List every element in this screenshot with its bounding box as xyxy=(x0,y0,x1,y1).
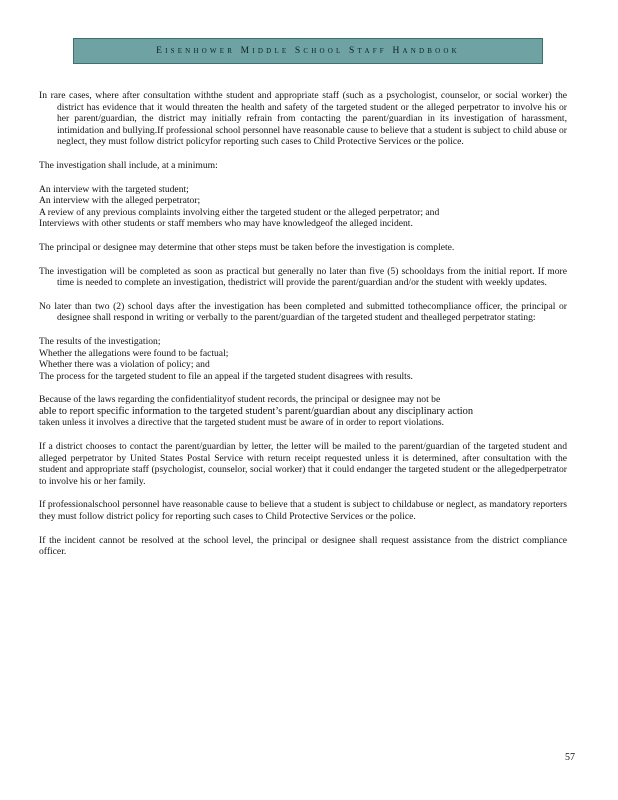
confidentiality-line: Because of the laws regarding the confidentialityof student records, the principal or designee may not be xyxy=(39,394,441,406)
paragraph-parent-contact-exception: In rare cases, where after consultation withthe student and appropriate staff (such as a psychologist, counselor, or social worker) the district has evidence that it would threaten the health and safety of the targeted student or the alleged perpetrator to involve his or her parent/guardian, the district may initially refrain from contacting the parent/guardian in its investigation of harassment, intimidation and bullying.If professional school personnel have reasonable cause to believe that a student is subject to child abuse or neglect, they must follow district policyfor reporting such cases to Child Protective Services or the police. xyxy=(39,90,567,148)
list-item: The results of the investigation; xyxy=(39,335,161,347)
list-item: Whether the allegations were found to be factual; xyxy=(39,347,229,359)
paragraph-confidentiality xyxy=(39,394,567,429)
paragraph-investigation-timeline: The investigation will be completed as soon as practical but generally no later than five (5) schooldays from the initial report. If more time is needed to complete an investigation, thedistrict will provide the parent/guardian and/or the student with weekly updates. xyxy=(39,265,567,289)
list-item: An interview with the alleged perpetrator; xyxy=(39,195,201,207)
handbook-header-bar xyxy=(73,38,543,64)
confidentiality-line: taken unless it involves a directive that the targeted student must be aware of in order to report violations. xyxy=(39,417,445,429)
list-item: The process for the targeted student to file an appeal if the targeted student disagrees with results. xyxy=(39,370,413,382)
list-item: A review of any previous complaints involving either the targeted student or the alleged perpetrator; and xyxy=(39,206,440,218)
paragraph-response-deadline: No later than two (2) school days after the investigation has been completed and submitted tothecompliance officer, the principal or designee shall respond in writing or verbally to the parent/guardian of the targeted student and thealleged perpetrator stating: xyxy=(39,300,567,324)
page-number: 57 xyxy=(565,752,575,763)
list-item: Whether there was a violation of policy; and xyxy=(39,359,210,371)
paragraph-investigation-intro: The investigation shall include, at a minimum: xyxy=(39,159,218,171)
paragraph-compliance-officer: If the incident cannot be resolved at the school level, the principal or designee shall request assistance from the district compliance officer. xyxy=(39,534,567,558)
paragraph-letter-contact: If a district chooses to contact the parent/guardian by letter, the letter will be mailed to the parent/guardian of the targeted student and alleged perpetrator by United States Postal Service with return receipt requested unless it is determined, after consultation with the student and appropriate staff (psychologist, counselor, social worker) that it could endanger the targeted student or the allegedperpetrator to involve his or her family. xyxy=(39,441,567,487)
handbook-title: Eisenhower Middle School Staff Handbook xyxy=(156,46,460,56)
confidentiality-line: able to report specific information to the targeted student’s parent/guardian about any disciplinary action xyxy=(39,405,474,417)
list-item: An interview with the targeted student; xyxy=(39,183,189,195)
paragraph-mandatory-reporters: If professionalschool personnel have reasonable cause to believe that a student is subject to childabuse or neglect, as mandatory reporters they must follow district policy for reporting such cases to Child Protective Services or the police. xyxy=(39,499,567,523)
investigation-items-list xyxy=(39,184,567,230)
paragraph-other-steps: The principal or designee may determine that other steps must be taken before the investigation is complete. xyxy=(39,241,455,253)
response-items-list xyxy=(39,336,567,382)
page-content xyxy=(39,90,567,570)
list-item: Interviews with other students or staff members who may have knowledgeof the alleged incident. xyxy=(39,218,413,230)
